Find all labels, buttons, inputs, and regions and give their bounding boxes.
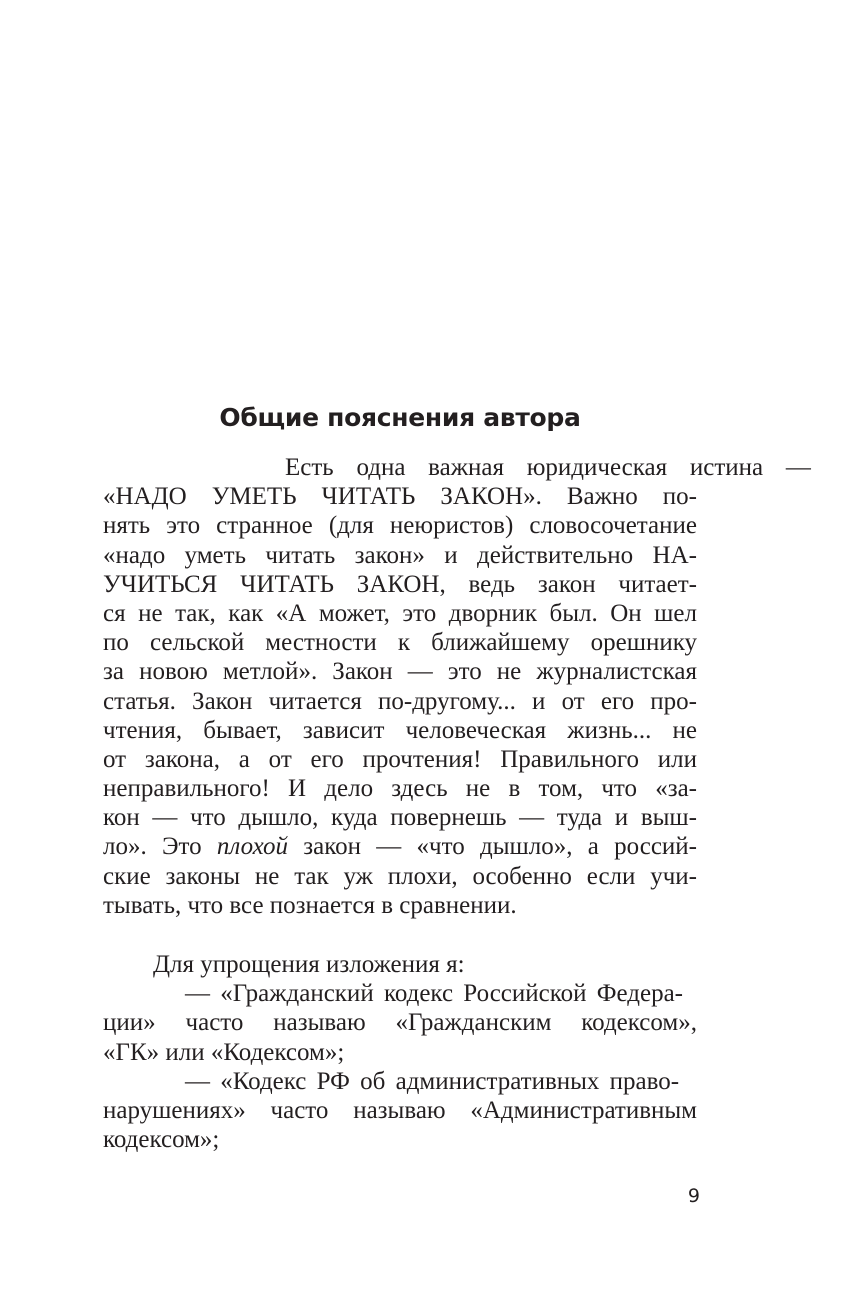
paragraph-line: статья. Закон читается по-другому... и от его про- [103, 687, 697, 715]
paragraph-line: за новою метлой». Закон — это не журналистская [103, 658, 697, 686]
italic-word: плохой [216, 833, 289, 861]
list-item-line: нарушениях» часто называю «Административным [103, 1096, 697, 1124]
line-segment: ло». Это [103, 833, 217, 861]
paragraph-line: нять это странное (для неюристов) словосочетание [103, 512, 697, 540]
paragraph-line: ские законы не так уж плохи, особенно если учи- [103, 862, 697, 890]
list-item-line: кодексом»; [103, 1126, 220, 1154]
list-item-line: ции» часто называю «Гражданским кодексом», [103, 1009, 697, 1037]
paragraph-line: «НАДО УМЕТЬ ЧИТАТЬ ЗАКОН». Важно по- [103, 483, 697, 511]
paragraph-line: от закона, а от его прочтения! Правильного или [103, 745, 697, 773]
page-number: 9 [687, 1185, 700, 1207]
paragraph-line: ся не так, как «А может, это дворник был. Он шел [103, 599, 697, 627]
paragraph-line-with-italic [103, 832, 697, 861]
line-segment: закон — «что дышло», а россий- [288, 833, 697, 861]
definitions-list [103, 950, 697, 1154]
paragraph-line: УЧИТЬСЯ ЧИТАТЬ ЗАКОН, ведь закон читает- [103, 570, 697, 598]
list-item [103, 979, 697, 1067]
list-item-line: — «Кодекс РФ об административных право- [103, 1067, 680, 1095]
list-item-line: — «Гражданский кодекс Российской Федера- [103, 980, 683, 1008]
list-intro: Для упрощения изложения я: [103, 951, 465, 978]
paragraph-line: чтения, бывает, зависит человеческая жизнь... не [103, 716, 697, 744]
paragraph-line: Есть одна важная юридическая истина — [103, 454, 811, 481]
paragraph-line: «надо уметь читать закон» и действительно НА- [103, 541, 697, 569]
list-item [103, 1067, 697, 1155]
paragraph-line: тывать, что все познается в сравнении. [103, 891, 517, 919]
main-paragraph [103, 453, 811, 920]
list-item-line: «ГК» или «Кодексом»; [103, 1038, 345, 1066]
paragraph-line: по сельской местности к ближайшему орешнику [103, 629, 697, 657]
page-title: Общие пояснения автора [219, 403, 581, 432]
paragraph-line: неправильного! И дело здесь не в том, что «за- [103, 775, 697, 803]
paragraph-line: кон — что дышло, куда повернешь — туда и выш- [103, 804, 697, 832]
